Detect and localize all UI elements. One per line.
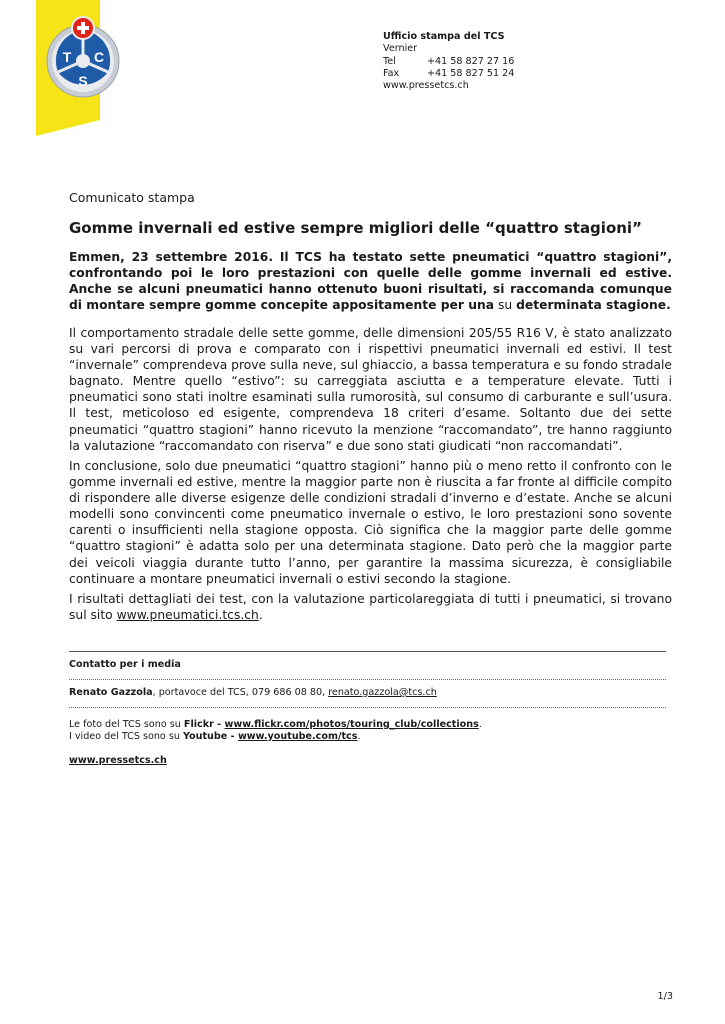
photos-period: . [478, 719, 482, 730]
lead-end: determinata stagione. [516, 298, 671, 313]
results-link[interactable]: www.pneumatici.tcs.ch [116, 608, 259, 623]
tcs-logo [36, 0, 105, 136]
photos-line [69, 719, 482, 731]
results-text: I risultati dettagliati dei test, con la valutazione particolareggiata di tutti i pneumatici, si trovano sul sito [69, 592, 672, 623]
logo-letter-c: C [93, 49, 105, 65]
logo-letter-s: S [78, 73, 88, 89]
lead-paragraph [69, 249, 672, 313]
press-office-contact [383, 31, 514, 92]
press-office-name: Ufficio stampa del TCS [383, 31, 505, 42]
videos-period: . [357, 731, 361, 742]
videos-prefix: I video del TCS sono su [69, 731, 183, 742]
results-end: . [258, 608, 263, 623]
videos-service: Youtube - [182, 731, 238, 742]
press-website[interactable]: www.pressetcs.ch [383, 80, 469, 92]
divider [69, 651, 666, 652]
photos-service: Flickr - [183, 719, 225, 730]
spokesperson-details: , portavoce del TCS, 079 686 08 80, [152, 687, 329, 698]
youtube-link[interactable]: www.youtube.com/tcs [237, 731, 358, 742]
lead-connector: su [494, 298, 517, 313]
headline: Gomme invernali ed estive sempre migliori delle “quattro stagioni” [69, 219, 642, 237]
flickr-link[interactable]: www.flickr.com/photos/touring_club/collections [224, 719, 479, 730]
results-paragraph [69, 591, 672, 623]
body-paragraph-1: Il comportamento stradale delle sette gomme, delle dimensioni 205/55 R16 V, è stato analizzato su vari percorsi di prova e comparato con i rispettivi pneumatici invernali ed estivi. Il test “invernale” comprendeva prove sulla neve, sul ghiaccio, a bassa temperatura e su fondo stradale bagnato. Mentre quello “estivo”: su carreggiata asciutta e a temperature elevate. Tutti i pneumatici sono stati inoltre esaminati sulla rumorosità, sul consumo di carburante e sull’usura. Il test, meticoloso ed esigente, comprendeva 18 criteri d’esame. Soltanto due dei sette pneumatici “quattro stagioni” hanno ricevuto la menzione “raccomandato”, tre hanno raggiunto la valutazione “raccomandato con riserva” e due sono stati giudicati “non raccomandati”. [69, 326, 672, 453]
divider [69, 679, 666, 680]
videos-line [69, 731, 361, 743]
spokesperson-email[interactable]: renato.gazzola@tcs.ch [328, 687, 437, 698]
phone-row [383, 56, 514, 68]
spokesperson-name: Renato Gazzola [69, 687, 153, 698]
body-paragraph-2: In conclusione, solo due pneumatici “quattro stagioni” hanno più o meno retto il confronto con le gomme invernali ed estive, mentre la maggior parte non è riuscita a far fronte al difficile compito di rispondere alle diverse esigenze delle condizioni stradali d’inverno e d’estate. Anche se alcuni modelli sono convincenti come pneumatico invernale o estivo, le loro prestazioni sono sovente carenti o insufficienti nella stagione opposta. Ciò significa che la maggior parte delle gomme “quattro stagioni” è adatta solo per una determinata stagione. Dato però che la maggior parte dei veicoli viaggia durante tutto l’anno, per garantire la massima sicurezza, è consigliabile continuare a montare pneumatici invernali o estivi secondo la stagione. [69, 459, 672, 586]
lead-text: Emmen, 23 settembre 2016. Il TCS ha testato sette pneumatici “quattro stagioni”, confrontando poi le loro prestazioni con quelle delle gomme invernali ed estive. Anche se alcuni pneumatici hanno ottenuto buoni risultati, si raccomanda comunque di montare sempre gomme concepite appositamente per una [69, 250, 672, 313]
fax-number: +41 58 827 51 24 [427, 67, 515, 79]
photos-prefix: Le foto del TCS sono su [69, 719, 184, 730]
press-site-link[interactable]: www.pressetcs.ch [69, 755, 167, 766]
phone-label: Tel [383, 55, 396, 67]
fax-row [383, 68, 514, 80]
press-office-city: Vernier [383, 43, 418, 55]
document-type: Comunicato stampa [69, 190, 195, 205]
divider [69, 707, 666, 708]
media-contact-heading: Contatto per i media [69, 659, 181, 670]
logo-letter-t: T [62, 49, 72, 65]
phone-number: +41 58 827 27 16 [427, 55, 515, 67]
fax-label: Fax [383, 67, 400, 79]
media-contact-person [69, 687, 437, 699]
page-number: 1/3 [657, 991, 673, 1002]
